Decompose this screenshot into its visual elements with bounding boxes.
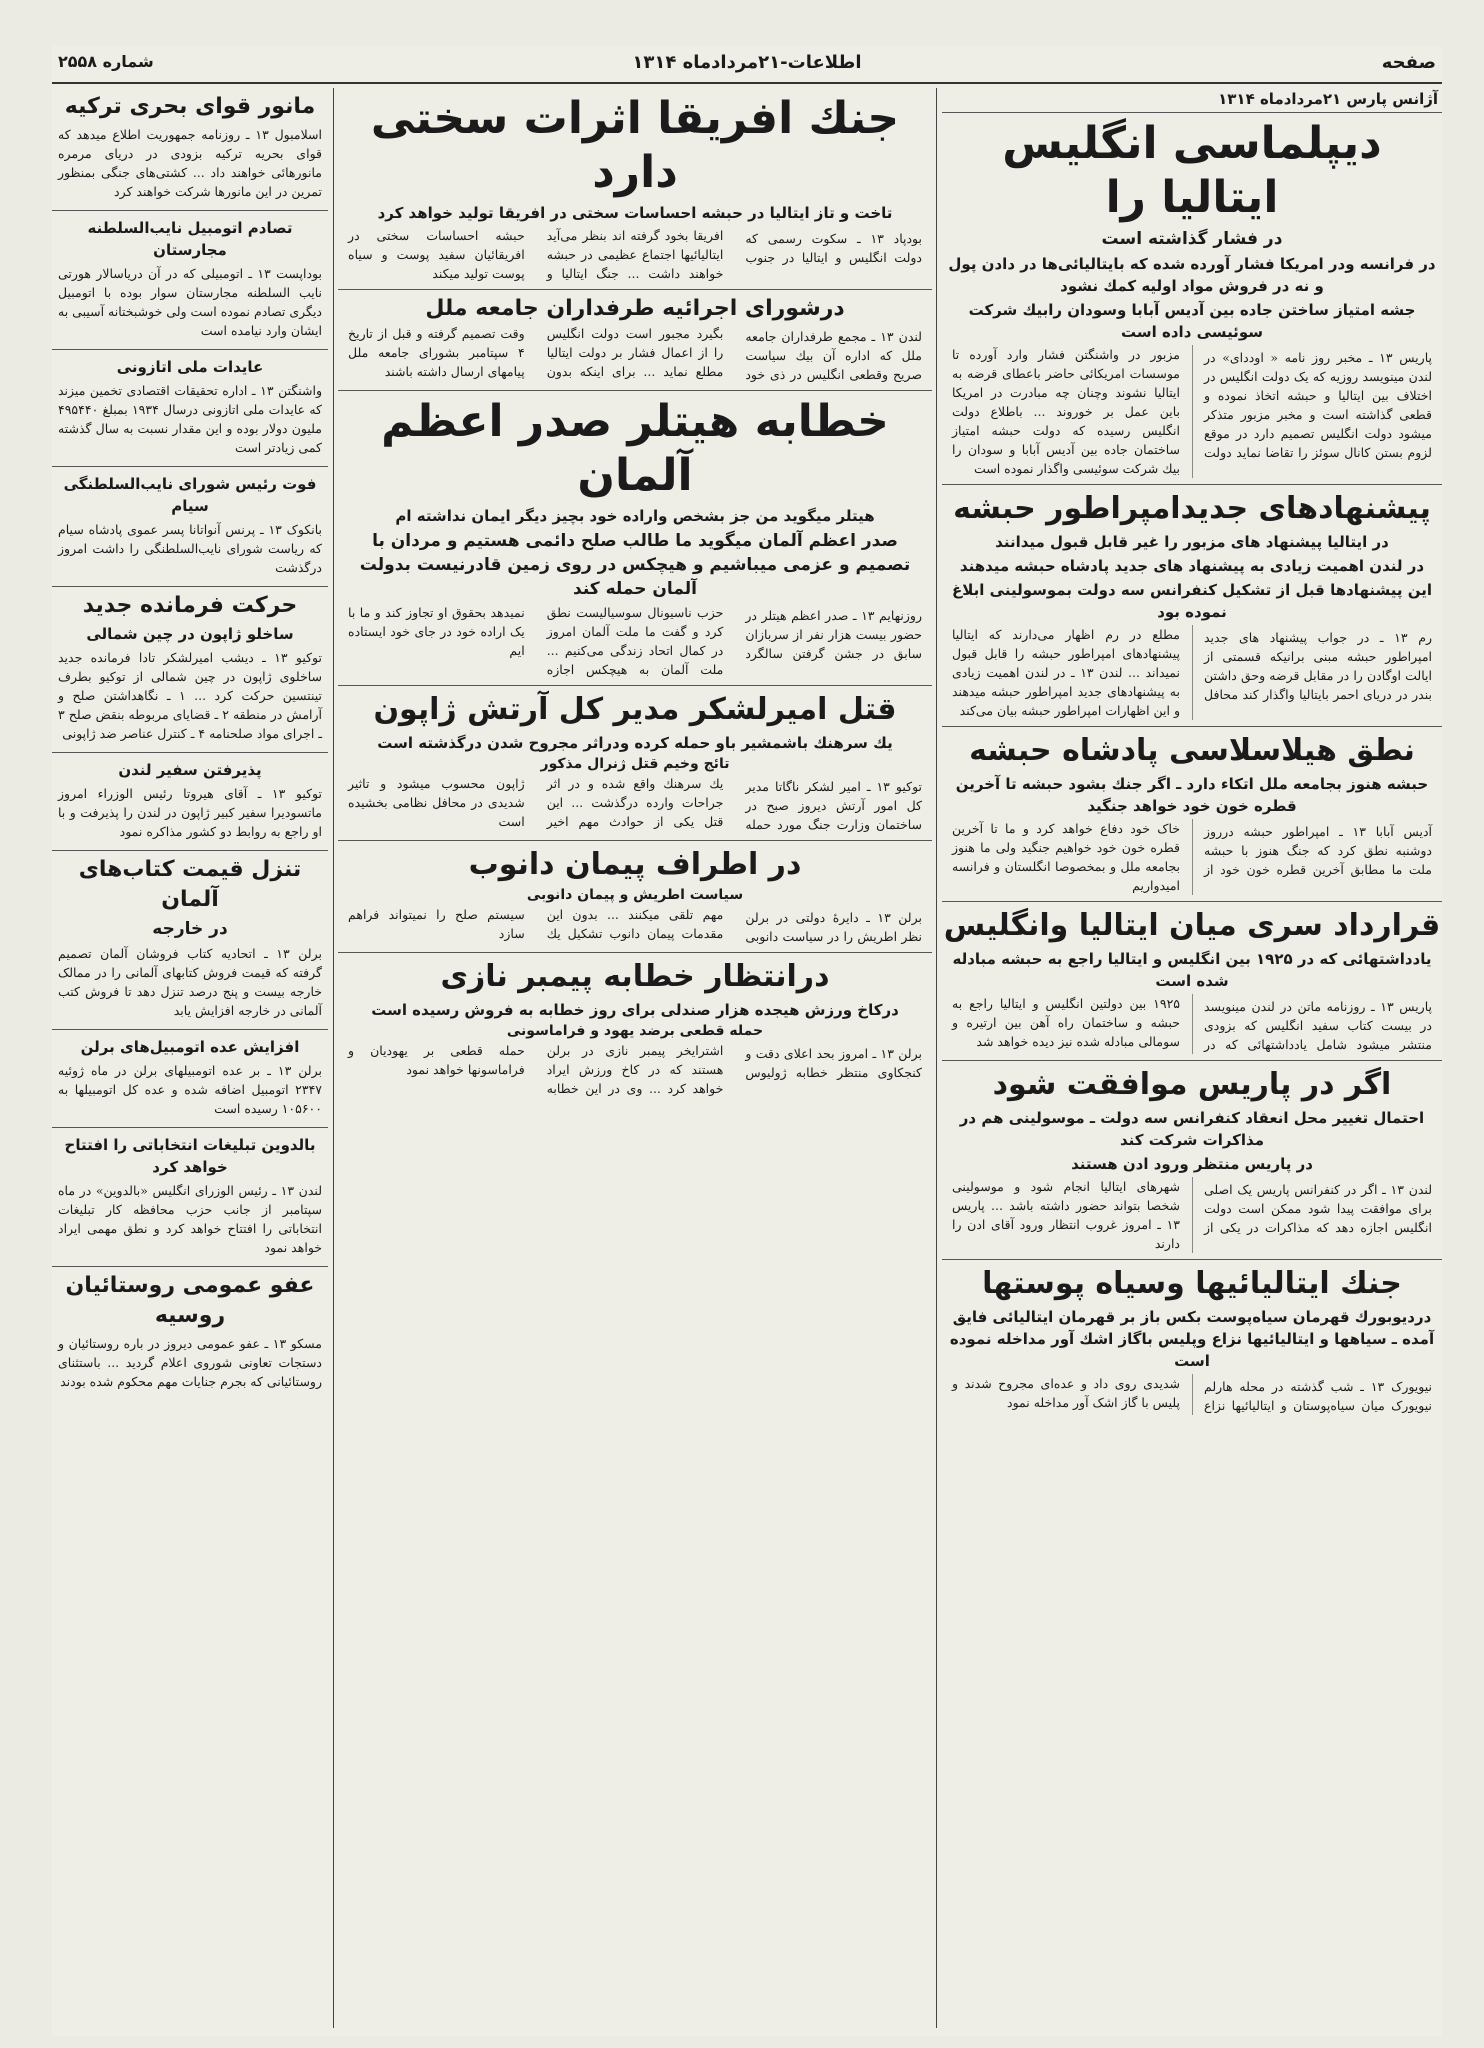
article-haile-selassie: [942, 727, 1442, 902]
article-body: لندن ۱۳ ـ مجمع طرفداران جامعه ملل که اداره آن بیك سیاست صریح وقطعی انگلیس در ذی خود بگیرد مجبور است دولت انگلیس را از اعمال فشار بر دولت ایتالیا مطلع نماید ... برای اینکه بدون وقت تصمیم گرفته و قبل از تاریخ ۴ سپتامبر بشورای جامعه ملل پیامهای ارسال داشته باشند: [348, 326, 922, 382]
headline: مانور قوای بحری ترکیه: [64, 94, 316, 119]
headline: پیشنهادهای جدیدامپراطور حبشه: [953, 491, 1431, 526]
article-nazi-speech: [338, 953, 932, 1104]
article-paris: [942, 1061, 1442, 1260]
headline: تصادم اتومبیل نایب‌السلطنه مجارستان: [87, 219, 293, 259]
article-turkish-navy: [52, 88, 328, 211]
headline: حرکت فرمانده جدید: [82, 593, 298, 618]
headline: فوت رئیس شورای نایب‌السلطنگی سیام: [63, 475, 317, 515]
subhead: یك سرهنك باشمشیر باو حمله کرده ودراثر مجروح شدن درگذشته است: [377, 734, 893, 752]
subhead: در پاریس منتظر ورود ادن هستند: [1071, 1155, 1313, 1173]
headline: نطق هیلاسلاسی پادشاه حبشه: [969, 733, 1415, 768]
article-body: برلن ۱۳ ـ بر عده اتومبیلهای برلن در ماه ژوئیه ۲۳۴۷ اتومبیل اضافه شده و عده کل اتومبیلها به ۱۰۵۶۰۰ رسیده است: [58, 1063, 322, 1116]
agency-label: آژانس پارس ۲۱مردادماه ۱۳۱۴: [942, 88, 1442, 113]
article-hitler-speech: [338, 391, 932, 686]
article-siam-regent: [52, 467, 328, 587]
article-hungary-accident: [52, 211, 328, 350]
article-body: نیویورک ۱۳ ـ شب گذشته در محله هارلم نیویورک میان سیاه‌پوستان و ایتالیائیها نزاع شدیدی روی داد و عده‌ای مجروح شدند و پلیس با گاز اشک آور مداخله نمود: [952, 1376, 1432, 1413]
article-body: پاریس ۱۳ ـ روزنامه ماتن در لندن مینویسد در بیست کتاب سفید انگلیس که بزودی منتشر میشود شامل یادداشتهائی که در ۱۹۲۵ بین دولتین انگلیس و ایتالیا راجع به حبشه و ساختمان راه آهن بین ارتیره و سومالی مبادله شده نیز دیده خواهد شد: [952, 996, 1433, 1052]
article-us-income: [52, 350, 328, 467]
article-body: پاریس ۱۳ ـ مخبر روز نامه « اوددای» در لندن مینویسد روزیه که یک دولت انگلیس در اختلاف بین ایتالیا و حبشه اتخاذ نموده و قطعی گذاشته است و مخبر مزبور متذکر میشود دولت انگلیس تصمیم دارد در موقع لزوم بستن کانال سوئز را تقاضا نماید دولت مزبور در واشنگتن فشار وارد آورده تا موسسات امریکائی حاضر باعطای قرضه به ایتالیا نشوند وچنان چه مبادرت در امریکا باین عمل بر خوروند ... باطلاع دولت انگلیس رسیده که دولت حبشه امتیاز ساختمان جاده بین آدیس آبابا و سودان را بیك شرکت سوئیسی واگذار نموده است: [952, 347, 1432, 476]
article-ambassador: [52, 753, 328, 851]
subhead: ساخلو ژاپون در چین شمالی: [86, 625, 294, 643]
newspaper-page: [52, 46, 1442, 2036]
article-body: بانکوک ۱۳ ـ پرنس آنواتانا پسر عموی پادشاه سیام که ریاست شورای نایب‌السلطنگی را داشت امروز درگذشت: [58, 522, 322, 575]
kicker: حمله قطعی برضد یهود و فراماسونی: [506, 1023, 764, 1039]
subhead: جشه امتیاز ساختن جاده بین آدیس آبابا وسودان رابیك شرکت سوئیسی داده است: [968, 301, 1416, 341]
kicker: سیاست اطریش و پیمان دانوبی: [526, 887, 744, 903]
subhead: در فرانسه ودر امریکا فشار آورده شده که بایتالیائی‌ها در دادن پول و نه در فروش مواد اولیه کمك نشود: [948, 255, 1436, 295]
article-body: بوداپست ۱۳ ـ اتومبیلی که در آن دریاسالار هورتی نایب السلطنه مجارستان سوار بوده با اتومبیل دیگری تصادم نموده است ولی خوشبختانه آسیبی به ایشان وارد نیامده است: [58, 266, 322, 338]
article-body: توکیو ۱۳ ـ آقای هیروتا رئیس الوزراء امروز ماتسودیرا سفیر کبیر ژاپون در لندن را پذیرفت و با او راجع به روابط دو کشور مذاکره نمود: [58, 786, 322, 839]
subhead: هیتلر میگوید من جز بشخص واراده خود بچیز دیگر ایمان نداشته ام: [395, 507, 875, 525]
article-body: مسکو ۱۳ ـ عفو عمومی دیروز در باره روستائیان و دستجات تعاونی شوروی اعلام گردید ... باستثنای روستائیانی که بجرم جنایات مهم محکوم شده بودند: [58, 1336, 322, 1389]
masthead: [52, 46, 1442, 84]
subhead: این پیشنهادها قبل از تشکیل کنفرانس سه دولت بموسولینی ابلاغ نموده بود: [952, 581, 1432, 621]
headline: خطابه هیتلر صدر اعظم آلمان: [381, 396, 889, 501]
headline: دیپلماسی انگلیس ایتالیا را: [1002, 118, 1382, 223]
article-russia-amnesty: [52, 1267, 328, 1400]
headline-line2: در فشار گذاشته است: [1101, 229, 1283, 249]
subhead: تاخت و تاز ایتالیا در حبشه احساسات سختی در افریقا تولید خواهد کرد: [377, 204, 893, 222]
left-column: [52, 88, 328, 2028]
subhead: دردیوبورك قهرمان سیاه‌پوست بکس باز بر قهرمان ایتالیائی فایق آمده ـ سیاهها و ایتالیائیها نزاع وپلیس باگاز اشك آور مداخله نموده است: [949, 1308, 1435, 1370]
article-emperor-proposals: [942, 485, 1442, 727]
article-secret-agreement: [942, 902, 1442, 1061]
middle-column: [338, 88, 932, 2028]
headline: قتل امیرلشکر مدیر کل آرتش ژاپون: [373, 692, 897, 727]
headline-line2: در خارجه: [152, 919, 228, 939]
article-body: توکیو ۱۳ ـ امیر لشکر ناگاتا مدیر کل امور آرتش دیروز صبح در ساختمان وزارت جنگ مورد حمله یك سرهنك واقع شده و در اثر جراحات وارده درگذشت ... این قتل یکی از حوادث مهم اخیر ژاپون محسوب میشود و تاثیر شدیدی در محافل نظامی بخشیده است: [348, 776, 923, 832]
headline: درشورای اجرائیه طرفداران جامعه ملل: [425, 296, 845, 321]
article-body: واشنگتن ۱۳ ـ اداره تحقیقات اقتصادی تخمین میزند که عایدات ملی اتازونی درسال ۱۹۳۴ بمبلغ ۴۹۵۴۴۰ ملیون دولار بوده و این مقدار نسبت به سال گذشته کمی زیادتر است: [58, 383, 323, 455]
headline: جنك ایتالیائیها وسیاه پوستها: [982, 1266, 1402, 1301]
article-diplomacy: [942, 113, 1442, 485]
headline: تنزل قیمت کتاب‌های آلمان: [78, 857, 302, 912]
article-body: آدیس آبابا ۱۳ ـ امپراطور حبشه درروز دوشنبه نطق کرد که جنگ هنوز با حبشه ملت ما مطابق آخرین قطره خون خود از خاک خود دفاع خواهد کرد و ما تا آخرین قطره خون خود خواهیم جنگید ولی ما هنوز بجامعه ملل و بمخصوصا انگلستان و فرانسه امیدواریم: [952, 821, 1432, 893]
column-rule: [936, 88, 937, 2028]
headline: اگر در پاریس موافقت شود: [992, 1067, 1392, 1102]
headline: پذیرفتن سفیر لندن: [118, 761, 262, 779]
subhead: درکاخ ورزش هیجده هزار صندلی برای روز خطابه به فروش رسیده است: [371, 1001, 899, 1019]
article-body: لندن ۱۳ ـ اگر در کنفرانس پاریس یک اصلی برای موافقت پیدا شود ممکن است دولت انگلیس اجازه دهد که مذاکرات در یکی از شهرهای ایتالیا انجام شود و موسولینی شخصا بتواند حضور داشته باشد ... پاریس ۱۳ ـ امروز غروب انتظار ورود آقای ادن را دارند: [952, 1179, 1433, 1251]
article-german-books: [52, 851, 328, 1030]
article-japan-general: [338, 686, 932, 841]
headline: افزایش عده اتومبیل‌های برلن: [80, 1038, 300, 1056]
article-body: توکیو ۱۳ ـ دیشب امیرلشکر تادا فرمانده جدید ساخلوی ژاپون در چین شمالی از توکیو بطرف تینتسین حرکت کرد ... ۱ ـ نگاهداشتن صلح و آرامش در منطقه ۲ ـ قضایای مربوطه بنقض صلح ۳ ـ اجرای مواد صلحنامه ۴ ـ کنترل عناصر ضد ژاپونی: [58, 650, 322, 741]
subhead: احتمال تغییر محل انعقاد کنفرانس سه دولت ـ موسولینی هم در مذاکرات شرکت کند: [959, 1109, 1425, 1149]
subhead: حبشه هنوز بجامعه ملل اتکاء دارد ـ اگر جنك بشود حبشه تا آخرین قطره خون خود خواهد جنگید: [955, 775, 1429, 815]
subhead: در ایتالیا پیشنهاد های مزبور را غیر قابل قبول میدانند: [995, 533, 1389, 551]
article-berlin-cars: [52, 1030, 328, 1128]
article-new-commander: [52, 587, 328, 753]
subhead: در لندن اهمیت زیادی به پیشنهاد های جدید پادشاه حبشه میدهند: [959, 557, 1425, 575]
article-italians-black: [942, 1260, 1442, 1421]
subhead: یادداشتهائی که در ۱۹۲۵ بین انگلیس و ایتالیا راجع به حبشه مبادله شده است: [952, 950, 1432, 990]
column-rule: [333, 88, 334, 2028]
page-label: صفحه: [1381, 52, 1436, 73]
paper-date: اطلاعات-۲۱مردادماه ۱۳۱۴: [632, 52, 862, 73]
article-body: روزنهایم ۱۳ ـ صدر اعظم هیتلر در حضور بیست هزار نفر از سربازان سابق در جشن گرفتن سالگرد حزب ناسیونال سوسیالیست نطق کرد و گفت ما ملت آلمان امروز در کمال اتحاد زندگی می‌کنیم ... ملت آلمان به هیچکس اجازه نمیدهد بحقوق او تجاوز کند و ما با یک اراده خود در جای خود ایستاده ایم: [348, 605, 922, 677]
headline: قرارداد سری میان ایتالیا وانگلیس: [943, 908, 1441, 943]
article-body: لندن ۱۳ ـ رئیس الوزرای انگلیس «بالدوین» در ماه سپتامبر از جانب حزب محافظه کار تبلیغات انتخاباتی را افتتاح خواهد کرد و نطق مهمی ایراد خواهد نمود: [58, 1183, 323, 1255]
article-africa-war: [338, 88, 932, 290]
headline: جنك افریقا اثرات سختی دارد: [370, 93, 900, 198]
article-body: برلن ۱۳ ـ اتحادیه کتاب فروشان آلمان تصمیم گرفته که قیمت فروش کتابهای آلمانی را در ممالک خارجه بیست و پنج درصد تنزل دهد تا فروش کتب آلمانی در خارجه افزایش یابد: [58, 946, 322, 1018]
right-column: [942, 88, 1442, 2028]
issue-number: شماره ۲۵۵۸: [58, 52, 154, 71]
article-body: بودپاد ۱۳ ـ سکوت رسمی که دولت انگلیس و ایتالیا در جنوب افریقا بخود گرفته اند بنظر می‌آید ایتالیائیها اجتماع عظیمی در حبشه خواهند داشت ... جنگ ایتالیا و حبشه احساسات سختی در افریقائیان سفید پوست و سیاه پوست تولید میکند: [348, 228, 922, 281]
article-danube-pact: [338, 841, 932, 953]
headline: عفو عمومی روستائیان روسیه: [65, 1273, 315, 1328]
headline: در اطراف پیمان دانوب: [468, 847, 802, 882]
article-league-council: [338, 290, 932, 391]
subhead: صدر اعظم آلمان میگوید ما طالب صلح دائمی هستیم و مردان با تصمیم و عزمی میباشیم و هیچکس در روی زمین قادرنیست بدولت آلمان حمله کند: [359, 531, 911, 599]
headline: درانتظار خطابه پیمبر نازی: [440, 959, 830, 994]
article-body: رم ۱۳ ـ در جواب پیشنهاد های جدید امپراطور حبشه مبنی برانیکه قسمتی از ایالت اوگادن را در مقابل قرضه وحق داشتن بندر در دریای احمر بایتالیا واگذار کند محافل مطلع در رم اظهار می‌دارند که ایتالیا پیشنهادهای امپراطور حبشه را قابل قبول نمیداند ... لندن ۱۳ ـ در لندن اهمیت زیادی به پیشنهادهای جدید امپراطور حبشه میدهند و این اظهارات امپراطور حبشه بیان می‌کند: [952, 627, 1432, 718]
headline: بالدوین تبلیغات انتخاباتی را افتتاح خواهد کرد: [64, 1136, 316, 1176]
kicker: تائج وخیم قتل ژنرال مذکور: [540, 756, 730, 772]
article-baldwin: [52, 1128, 328, 1267]
article-body: برلن ۱۳ ـ دایرۀ دولتی در برلن نظر اطریش را در سیاست دانوبی مهم تلقی میکنند ... بدون این مقدمات پیمان دانوب تشکیل یك سیستم صلح را نمیتواند فراهم سازد: [348, 907, 922, 944]
article-body: برلن ۱۳ ـ امروز بحد اعلای دقت و کنجکاوی منتظر خطابه ژولیوس اشترایخر پیمبر نازی در برلن هستند که در کاخ ورزش ایراد خواهد کرد ... وی در این خطابه حمله قطعی بر یهودیان و فراماسونها خواهد نمود: [348, 1043, 922, 1096]
article-body: اسلامبول ۱۳ ـ روزنامه جمهوریت اطلاع میدهد که قوای بحریه ترکیه بزودی در دریای مرمره مانورهائی خواهند داد ... کشتی‌های جنگی بمنظور تمرین در این مانورها شرکت خواهند کرد: [58, 127, 323, 199]
headline: عایدات ملی اتازونی: [116, 358, 264, 376]
